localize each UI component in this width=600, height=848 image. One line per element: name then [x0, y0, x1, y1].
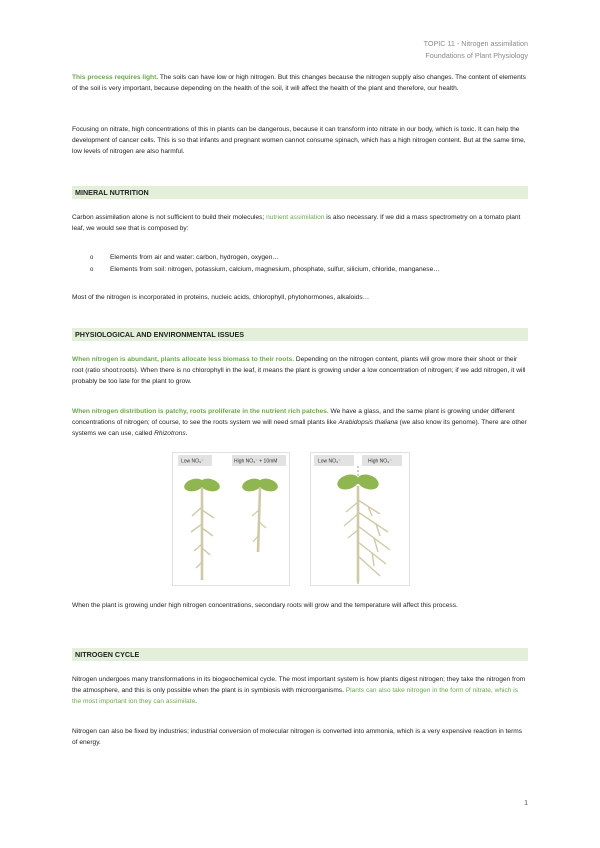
body-text: is also necessary. If we did a mass spectrometry on a tomato plant leaf, we would see that is composed by:: [72, 214, 521, 233]
paragraph-nitrate: Focusing on nitrate, high concentrations of this in plants can be dangerous, because it can transform into nitrate in our body, which is toxic. It can help the development of cancer cells. This is so that infants and pregnant women cannot consume spinach, which has a high nitrogen content. But at the same time, low levels of nitrogen are also harmful.: [72, 126, 526, 156]
highlight-text: This process requires light.: [72, 74, 159, 81]
root-growth-figure-left: [172, 452, 290, 586]
fig-label-low-left: Low NO₃⁻: [181, 458, 204, 465]
section-heading-mineral: MINERAL NUTRITION: [72, 186, 528, 199]
highlight-text: When nitrogen is abundant, plants allocate less biomass to their roots.: [72, 356, 295, 363]
paragraph-light: [72, 72, 528, 94]
highlight-text: Plants can also take nitrogen in the form of nitrate, which is the most important ion they can assimilate: [72, 687, 519, 706]
body-text: Carbon assimilation alone is not sufficient to build their molecules;: [72, 214, 267, 221]
body-text: .: [195, 698, 197, 706]
list-item: o Elements from soil: nitrogen, potassium, calcium, magnesium, phosphate, sulfur, silicium, chloride, manganese…: [90, 264, 530, 276]
fig-label-low-right: Low NO₃⁻: [318, 458, 341, 465]
page-header: [424, 38, 528, 62]
body-text: The soils can have low or high nitrogen. But this changes because the nitrogen supply also changes. The content of elements of the soil is very important, because depending on the health of the soil, it will affect the health of the plant and therefore, our health.: [72, 74, 526, 93]
element-list: [90, 252, 530, 276]
fig-label-high-left: High NO₃⁻ + 10mM: [234, 458, 278, 465]
paragraph-secondary-roots: When the plant is growing under high nitrogen concentrations, secondary roots will grow and the temperature will affect this process.: [72, 602, 458, 609]
root-growth-figure-right: [310, 452, 410, 586]
body-text: Nitrogen undergoes many transformations in its biogeochemical cycle. The most important system is how plants digest nitrogen; they take the nitrogen from the atmosphere, and this is only possible when the plant is in symbiosis with microorganisms.: [72, 676, 526, 695]
header-course: Foundations of Plant Physiology: [425, 51, 528, 60]
highlight-text: nutrient assimilation: [266, 214, 325, 221]
body-text: Depending on the nitrogen content, plants will grow more their shoot or their root (ratio shoot:roots). When there is no chlorophyll in the leaf, it means the plant is growing under a low concentration of nitrogen; if we add nitrogen, it will probably be too late for the plant to grow.: [72, 356, 526, 386]
fig-label-high-right: High NO₃⁻: [368, 458, 392, 465]
paragraph-patchy: [72, 406, 528, 440]
body-text: (we also know its genome). There are other systems we can use, called: [72, 419, 527, 438]
section-heading-cycle: NITROGEN CYCLE: [72, 648, 528, 661]
page-number: 1: [524, 800, 528, 807]
paragraph-nitrogen-incorporated: Most of the nitrogen is incorporated in proteins, nucleic acids, chlorophyll, phytohormones, alkaloids…: [72, 294, 370, 301]
section-heading-physio: PHYSIOLOGICAL AND ENVIRONMENTAL ISSUES: [72, 328, 528, 341]
header-topic: TOPIC 11 - Nitrogen assimilation: [423, 39, 528, 48]
paragraph-carbon: [72, 212, 528, 234]
paragraph-abundant: [72, 354, 528, 388]
highlight-text: When nitrogen distribution is patchy, roots proliferate in the nutrient rich patches.: [72, 408, 329, 415]
paragraph-industry: Nitrogen can also be fixed by industries; industrial conversion of molecular nitrogen is converted into ammonia, which is a very expensive reaction in terms of energy.: [72, 728, 523, 747]
body-text: We have a glass, and the same plant is growing under different concentrations of nitrogen; of course, to see the roots system we will need small plants like: [72, 408, 515, 427]
paragraph-cycle: [72, 674, 528, 708]
species-name: Arabidopsis thaliana: [338, 419, 398, 427]
list-item: o Elements from air and water: carbon, hydrogen, oxygen…: [90, 252, 530, 264]
body-text: .: [185, 430, 188, 438]
rhizotron-term: Rhizotrons: [154, 430, 186, 438]
